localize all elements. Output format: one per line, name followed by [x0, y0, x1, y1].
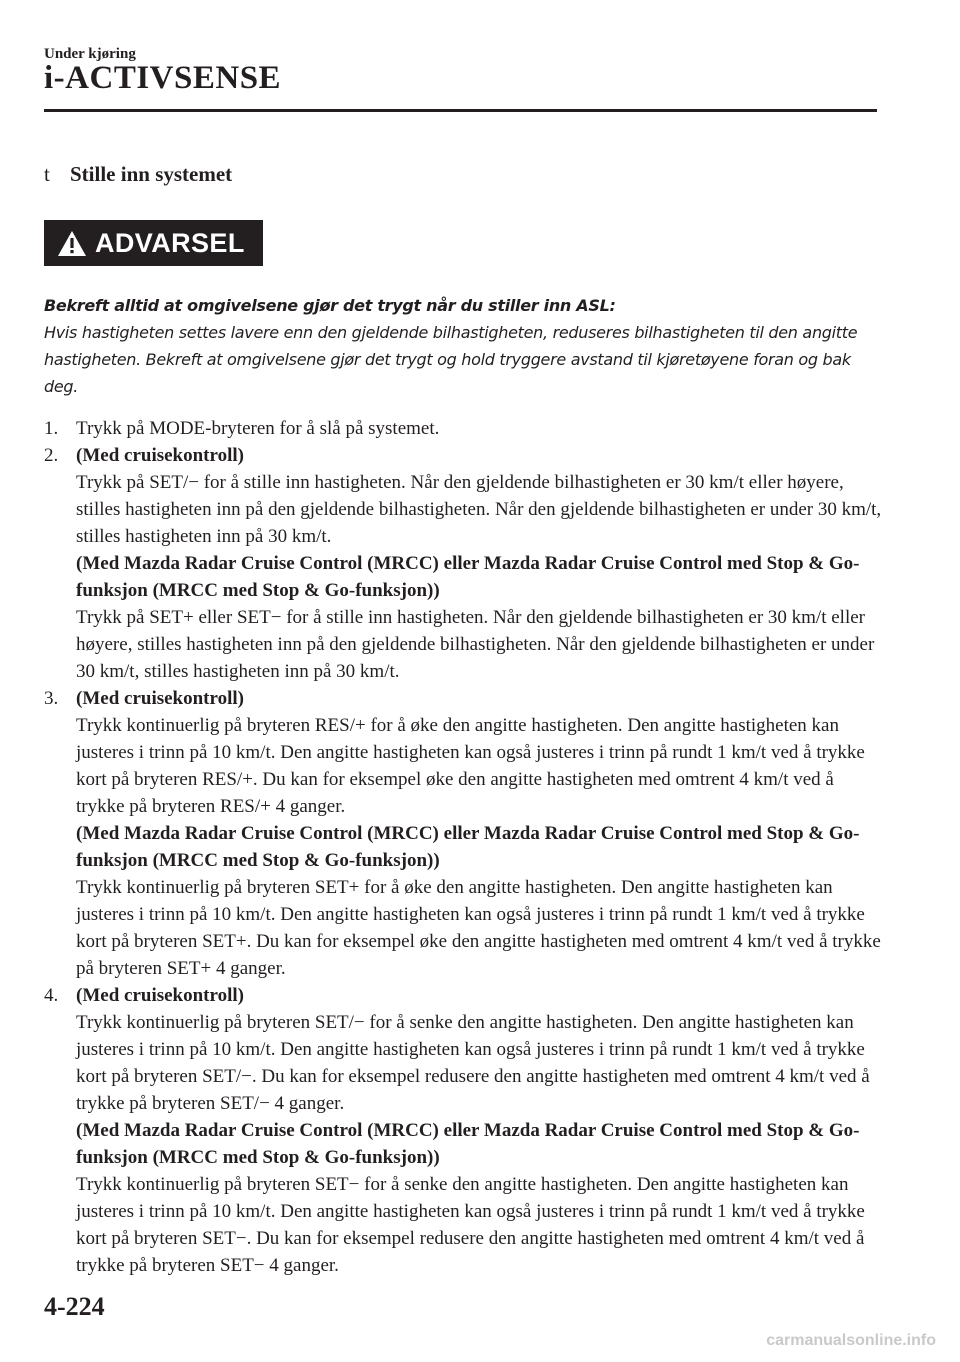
- step-text-cruise: Trykk kontinuerlig på bryteren RES/+ for å øke den angitte hastigheten. Den angitte hastigheten kan justeres i trinn på 10 km/t. Den angitte hastigheten kan også justeres i trinn på rundt 1 km/t ved å trykke kort på bryteren RES/+. Du kan for eksempel øke den angitte hastigheten med omtrent 4 km/t ved å trykke på bryteren RES/+ 4 ganger.: [76, 715, 865, 817]
- step-heading-mrcc: (Med Mazda Radar Cruise Control (MRCC) eller Mazda Radar Cruise Control med Stop & Go-funksjon (MRCC med Stop & Go-funksjon)): [76, 553, 860, 601]
- warning-lead: Bekreft alltid at omgivelsene gjør det trygt når du stiller inn ASL:: [44, 296, 616, 315]
- subheading-marker: t: [44, 162, 50, 186]
- step-number: 3.: [44, 688, 59, 709]
- step-2: [44, 442, 884, 685]
- step-text-mrcc: Trykk kontinuerlig på bryteren SET− for å senke den angitte hastigheten. Den angitte hastigheten kan justeres i trinn på 10 km/t. Den angitte hastigheten kan også justeres i trinn på rundt 1 km/t ved å trykke kort på bryteren SET−. Du kan for eksempel redusere den angitte hastigheten med omtrent 4 km/t ved å trykke på bryteren SET− 4 ganger.: [76, 1174, 865, 1276]
- page-number: 4-224: [44, 1292, 105, 1321]
- step-3: [44, 685, 884, 982]
- step-text-cruise: Trykk på SET/− for å stille inn hastigheten. Når den gjeldende bilhastigheten er 30 km/t eller høyere, stilles hastigheten inn på den gjeldende bilhastigheten. Når den gjeldende bilhastigheten er under 30 km/t, stilles hastigheten inn på 30 km/t.: [76, 472, 882, 547]
- warning-label: ADVARSEL: [95, 227, 245, 258]
- warning-body: Hvis hastigheten settes lavere enn den gjeldende bilhastigheten, reduseres bilhastigheten til den angitte hastigheten. Bekreft at omgivelsene gjør det trygt og hold tryggere avstand til kjøretøyene foran og bak deg.: [44, 323, 858, 396]
- step-heading-mrcc: (Med Mazda Radar Cruise Control (MRCC) eller Mazda Radar Cruise Control med Stop & Go-funksjon (MRCC med Stop & Go-funksjon)): [76, 823, 860, 871]
- watermark: carmanualsonline.info: [766, 1332, 936, 1349]
- chapter-title: Under kjøring: [44, 46, 136, 62]
- step-number: 1.: [44, 418, 59, 439]
- step-heading-mrcc: (Med Mazda Radar Cruise Control (MRCC) eller Mazda Radar Cruise Control med Stop & Go-funksjon (MRCC med Stop & Go-funksjon)): [76, 1120, 860, 1168]
- section-title: i-ACTIVSENSE: [44, 60, 282, 96]
- step-text-mrcc: Trykk kontinuerlig på bryteren SET+ for å øke den angitte hastigheten. Den angitte hastigheten kan justeres i trinn på 10 km/t. Den angitte hastigheten kan også justeres i trinn på rundt 1 km/t ved å trykke kort på bryteren SET+. Du kan for eksempel øke den angitte hastigheten med omtrent 4 km/t ved å trykke på bryteren SET+ 4 ganger.: [76, 877, 881, 979]
- step-heading-cruise: (Med cruisekontroll): [76, 688, 244, 709]
- step-text-mrcc: Trykk på SET+ eller SET− for å stille inn hastigheten. Når den gjeldende bilhastigheten er 30 km/t eller høyere, stilles hastigheten inn på den gjeldende bilhastigheten. Når den gjeldende bilhastigheten er under 30 km/t, stilles hastigheten inn på 30 km/t.: [76, 607, 875, 682]
- steps-list: [44, 415, 884, 1279]
- step-heading-cruise: (Med cruisekontroll): [76, 985, 244, 1006]
- warning-triangle-icon: [57, 230, 87, 257]
- step-number: 4.: [44, 985, 59, 1006]
- header-rule: [44, 109, 877, 112]
- warning-badge: [44, 220, 263, 266]
- step-text-cruise: Trykk kontinuerlig på bryteren SET/− for å senke den angitte hastigheten. Den angitte hastigheten kan justeres i trinn på 10 km/t. Den angitte hastigheten kan også justeres i trinn på rundt 1 km/t ved å trykke kort på bryteren SET/−. Du kan for eksempel redusere den angitte hastigheten med omtrent 4 km/t ved å trykke på bryteren SET/− 4 ganger.: [76, 1012, 870, 1114]
- subheading: [44, 162, 232, 187]
- warning-text: [44, 292, 884, 400]
- subheading-title: Stille inn systemet: [70, 162, 233, 186]
- step-text: Trykk på MODE-bryteren for å slå på systemet.: [76, 418, 440, 439]
- step-1: [44, 415, 884, 442]
- step-heading-cruise: (Med cruisekontroll): [76, 445, 244, 466]
- step-4: [44, 982, 884, 1279]
- step-number: 2.: [44, 445, 59, 466]
